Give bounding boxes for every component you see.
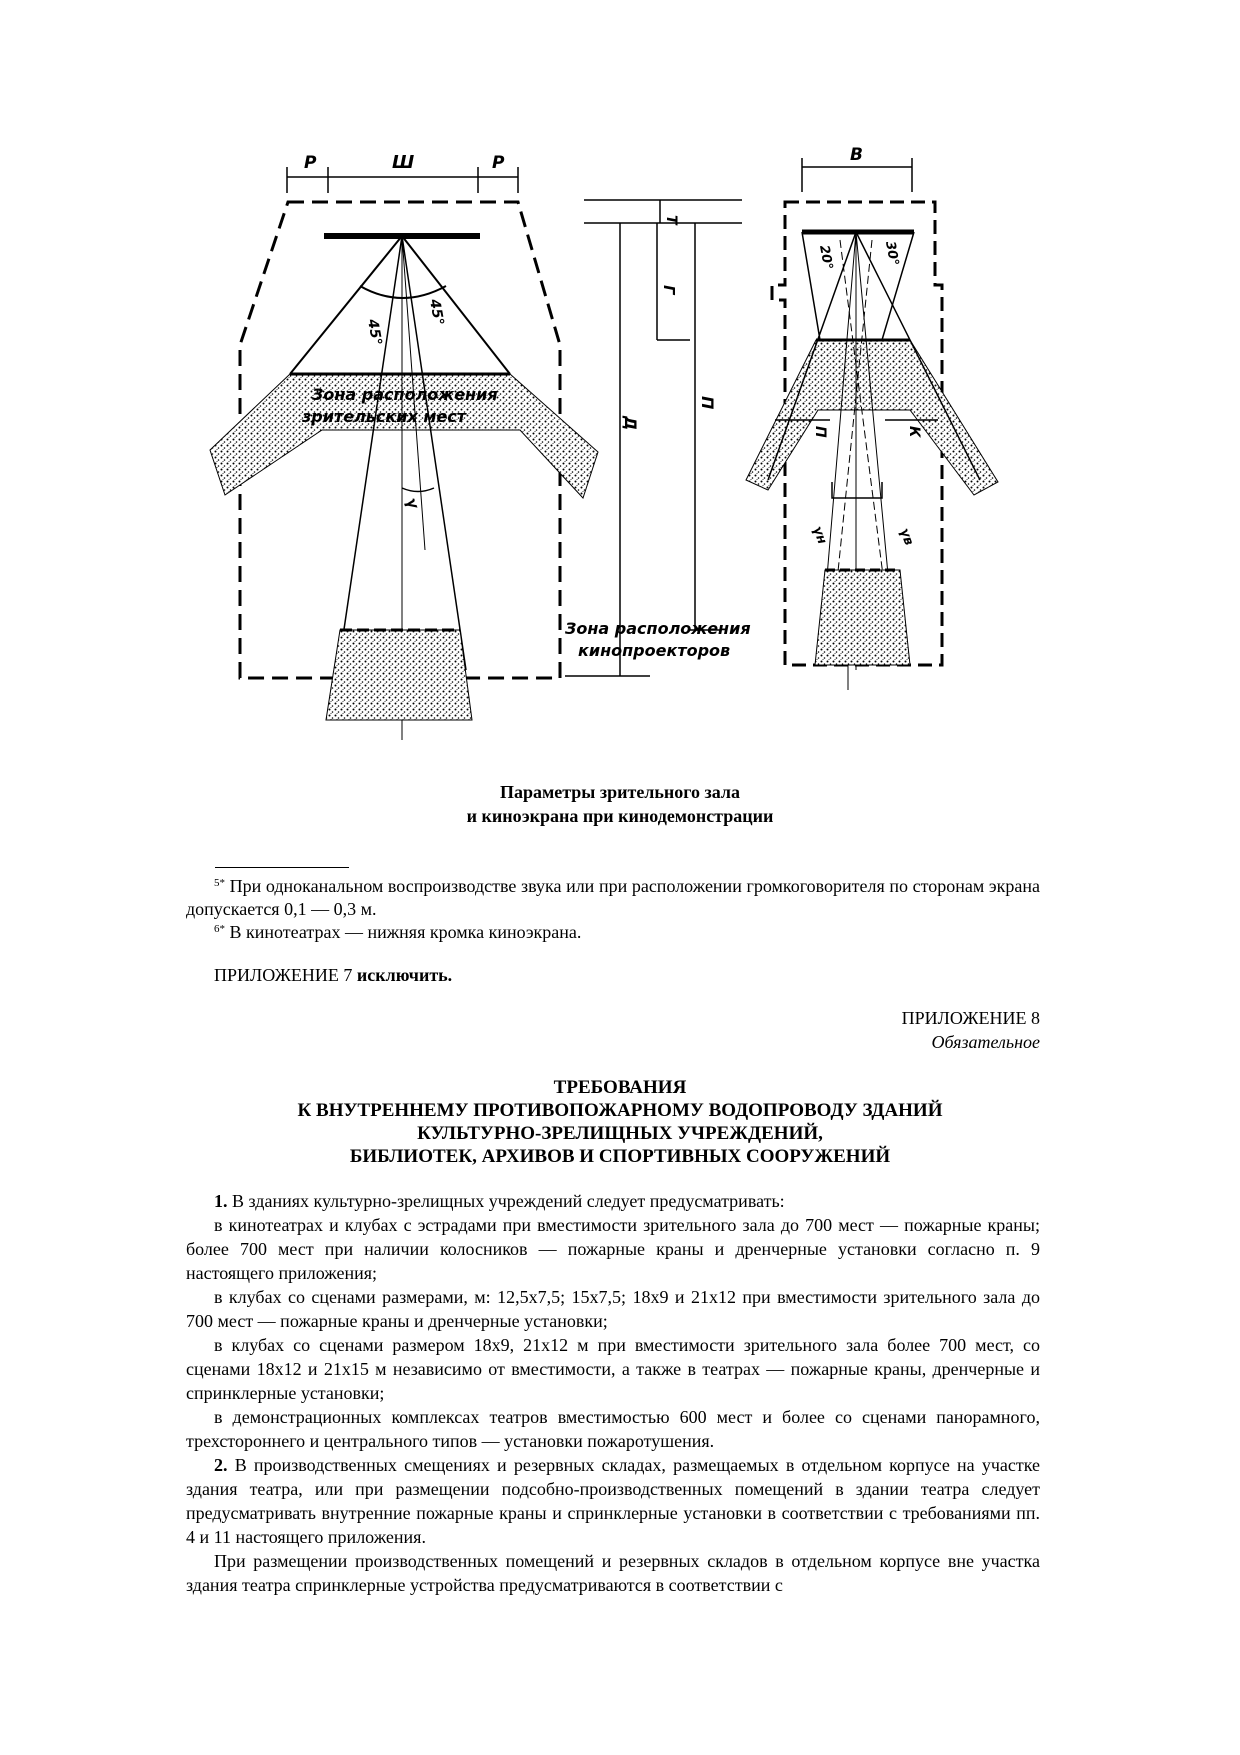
footnote-6-text: В кинотеатрах — нижняя кромка киноэкрана. <box>229 922 582 942</box>
label-r-left: Р <box>304 153 317 173</box>
section-view <box>746 158 998 690</box>
figure-drawing <box>220 145 1120 740</box>
appendix-7-label: ПРИЛОЖЕНИЕ 7 <box>214 965 353 985</box>
paragraph-1-number: 1. <box>214 1191 228 1211</box>
label-angle-20: 20° <box>816 244 836 271</box>
footnote-separator <box>215 867 349 868</box>
paragraph-1 <box>186 1189 1040 1213</box>
title-line-3: КУЛЬТУРНО-ЗРЕЛИЩНЫХ УЧРЕЖДЕНИЙ, <box>417 1123 823 1144</box>
paragraph-clubs-small-stages: в клубах со сценами размерами, м: 12,5x7,5; 15x7,5; 18x9 и 21x12 при вместимости зрительного зала до 700 мест — пожарные краны и дренчерные установки; <box>186 1287 1040 1331</box>
label-v: В <box>850 145 863 165</box>
label-d: Д <box>621 416 640 431</box>
label-gamma-v: γв <box>896 526 917 548</box>
paragraph-2 <box>186 1453 1040 1549</box>
label-t: Т <box>663 215 679 225</box>
label-angle-right: 45° <box>426 297 447 327</box>
figure-caption-line-1: Параметры зрительного зала <box>499 782 741 802</box>
label-zone-seats-1: Зона расположения <box>312 385 498 404</box>
label-gamma-n: γн <box>809 524 830 547</box>
label-zone-proj-2: кинопроекторов <box>578 641 731 660</box>
label-zone-proj-1: Зона расположения <box>565 619 751 638</box>
label-p: П <box>698 396 717 410</box>
label-angle-left: 45° <box>364 317 385 347</box>
footnote-5-text: При одноканальном воспроизводстве звука или при расположении громкоговорителя по сторонам экрана допускается 0,1 — 0,3 м. <box>186 876 1040 919</box>
paragraph-separate-building: При размещении производственных помещений и резервных складов в отдельном корпусе вне участка здания театра спринклерные устройства предусматриваются в соответствии с <box>186 1551 1040 1595</box>
label-zone-seats-2: зрительских мест <box>302 407 467 426</box>
paragraph-1-text: В зданиях культурно-зрелищных учреждений следует предусматривать: <box>232 1191 785 1211</box>
appendix-8-label: ПРИЛОЖЕНИЕ 8 <box>901 1008 1040 1028</box>
figure-caption-line-2: и киноэкрана при кинодемонстрации <box>466 806 774 826</box>
label-g: Г <box>660 285 678 295</box>
paragraph-demonstration-complexes: в демонстрационных комплексах театров вместимостью 600 мест и более со сценами панорамного, трехстороннего и центрального типов — установки пожаротушения. <box>186 1407 1040 1451</box>
appendix-7-line <box>214 963 452 987</box>
paragraph-clubs-large-stages: в клубах со сценами размером 18x9, 21x12 м при вместимости зрительного зала более 700 мест, со сценами 18x12 и 21x15 м независимо от вместимости, а также в театрах — пожарные краны, дренчерные и спринклерные установки; <box>186 1335 1040 1403</box>
auditorium-parameters-figure <box>220 145 1120 740</box>
requirements-title <box>0 1076 1240 1168</box>
label-sh: Ш <box>392 152 415 173</box>
label-p-small: П <box>812 426 828 438</box>
footnote-6 <box>186 918 1040 944</box>
appendix-8-status: Обязательное <box>931 1032 1040 1052</box>
label-angle-30: 30° <box>882 240 902 267</box>
footnote-6-mark: 6* <box>214 923 225 935</box>
title-line-2: К ВНУТРЕННЕМУ ПРОТИВОПОЖАРНОМУ ВОДОПРОВОДУ ЗДАНИЙ <box>297 1100 943 1121</box>
label-k: К <box>906 426 922 438</box>
projector-zone <box>326 630 472 720</box>
footnote-5-mark: 5* <box>214 877 225 889</box>
title-line-1: ТРЕБОВАНИЯ <box>553 1077 687 1098</box>
title-line-4: БИБЛИОТЕК, АРХИВОВ И СПОРТИВНЫХ СООРУЖЕНИЙ <box>349 1146 891 1167</box>
paragraph-2-number: 2. <box>214 1455 228 1475</box>
requirements-body <box>186 1189 1040 1597</box>
label-gamma-center: γ <box>402 495 423 511</box>
paragraph-cinemas: в кинотеатрах и клубах с эстрадами при вместимости зрительного зала до 700 мест — пожарные краны; более 700 мест при наличии колосников — пожарные краны и дренчерные установки согласно п. 9 настоящего приложения; <box>186 1215 1040 1283</box>
footnote-5 <box>186 872 1040 921</box>
plan-view <box>210 167 598 740</box>
appendix-7-action: исключить. <box>356 965 453 985</box>
paragraph-2-text: В производственных смещениях и резервных складах, размещаемых в отдельном корпусе на участке здания театра, или при размещении подсобно-производственных помещений в здании театра следует предусматривать внутренние пожарные краны и спринклерные установки в соответствии с требованиями пп. 4 и 11 настоящего приложения. <box>186 1455 1040 1547</box>
label-r-right: Р <box>492 153 505 173</box>
depth-dimensions <box>565 200 742 676</box>
